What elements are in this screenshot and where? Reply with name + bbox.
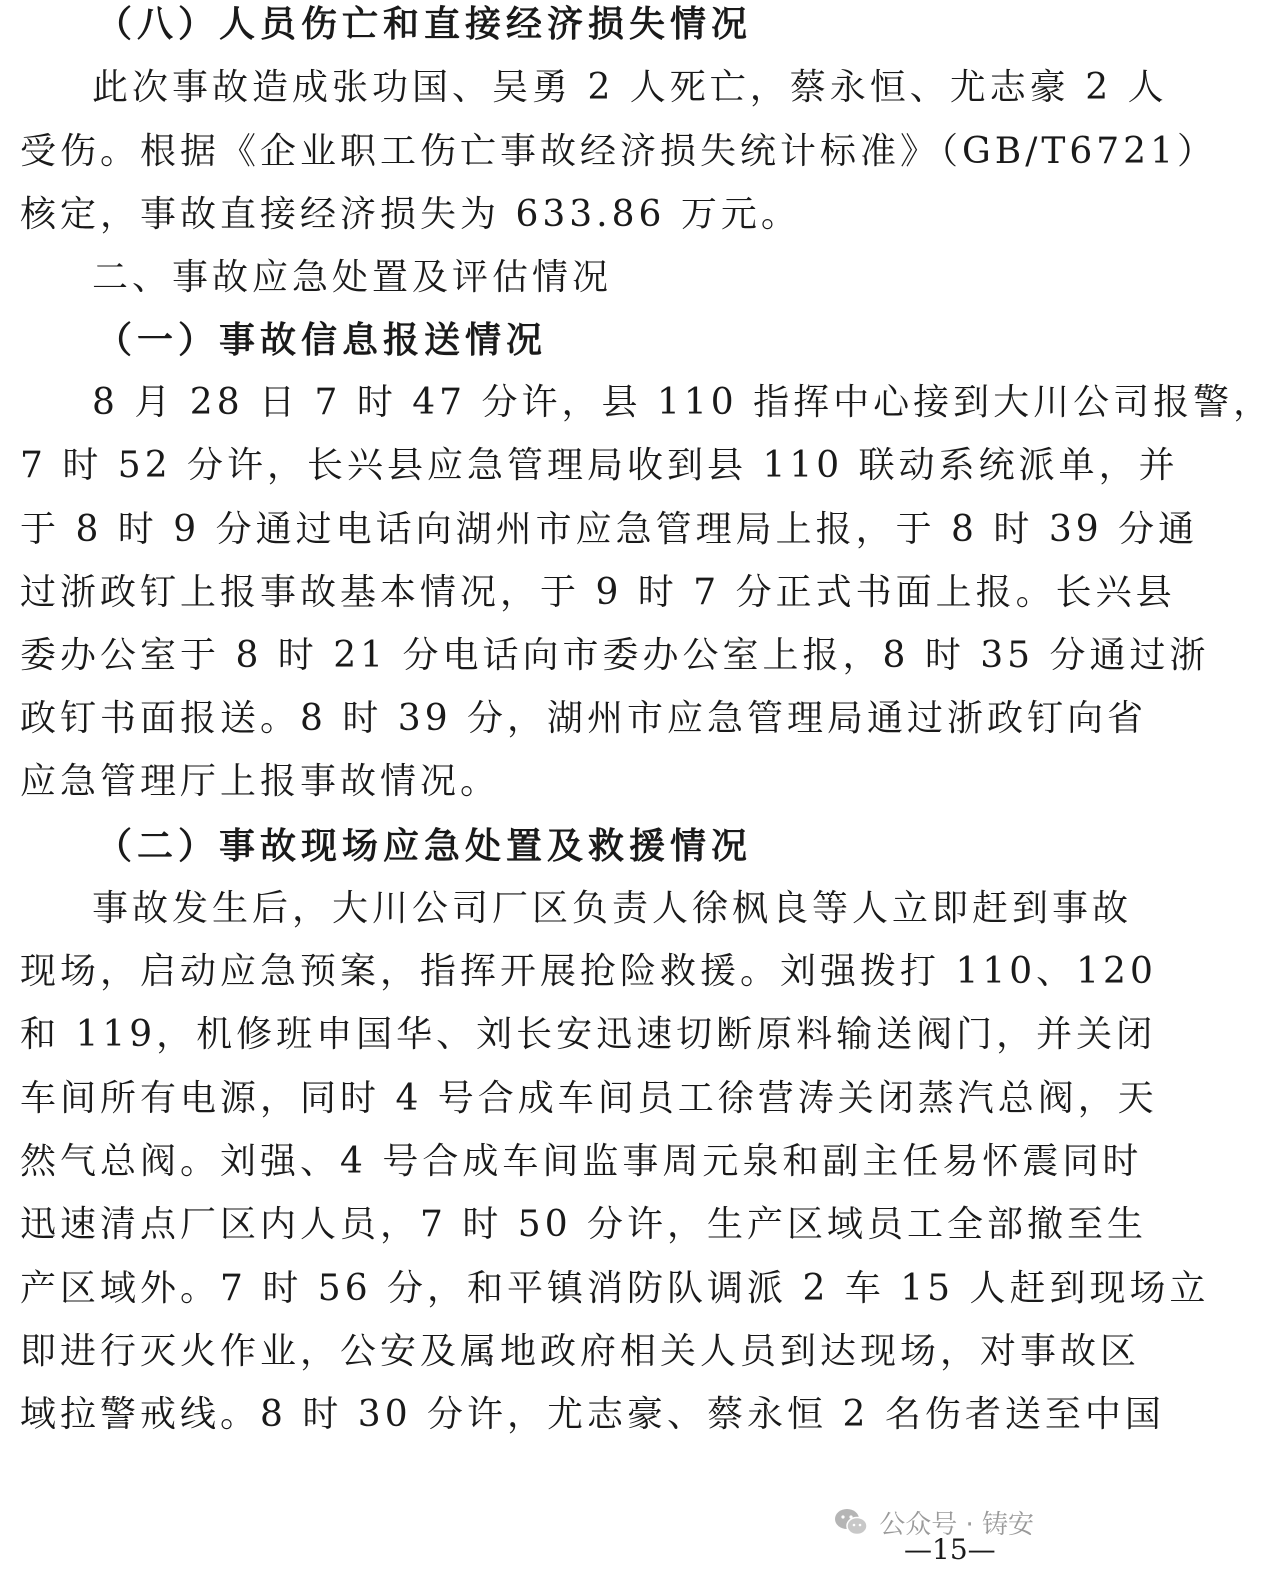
text-line: 域拉警戒线。8 时 30 分许，尤志豪、蔡永恒 2 名伤者送至中国	[20, 1394, 1165, 1435]
chapter-heading-emergency: 二、事故应急处置及评估情况	[92, 257, 613, 298]
text-line: 车间所有电源，同时 4 号合成车间员工徐营涛关闭蒸汽总阀，天	[20, 1078, 1158, 1119]
text-line: 然气总阀。刘强、4 号合成车间监事周元泉和副主任易怀震同时	[20, 1141, 1143, 1182]
text-line: 7 时 52 分许，长兴县应急管理局收到县 110 联动系统派单，并	[20, 445, 1179, 486]
text-line: 政钉书面报送。8 时 39 分，湖州市应急管理局通过浙政钉向省	[20, 698, 1148, 739]
text-line: 现场，启动应急预案，指挥开展抢险救援。刘强拨打 110、120	[20, 951, 1157, 992]
text-line: 委办公室于 8 时 21 分电话向市委办公室上报，8 时 35 分通过浙	[20, 635, 1210, 676]
text-line: 受伤。根据《企业职工伤亡事故经济损失统计标准》（GB/T6721）	[20, 131, 1217, 172]
section-heading-rescue: （二）事故现场应急处置及救援情况	[96, 825, 753, 867]
section-heading-casualties: （八）人员伤亡和直接经济损失情况	[96, 3, 753, 45]
watermark-text: 公众号 · 铸安	[879, 1509, 1034, 1540]
page-number: —15—	[904, 1533, 996, 1566]
text-line: 于 8 时 9 分通过电话向湖州市应急管理局上报，于 8 时 39 分通	[20, 509, 1199, 550]
text-line: 过浙政钉上报事故基本情况，于 9 时 7 分正式书面上报。长兴县	[20, 572, 1176, 613]
text-line: 应急管理厅上报事故情况。	[20, 761, 501, 802]
section-heading-reporting: （一）事故信息报送情况	[96, 319, 548, 361]
text-line: 此次事故造成张功国、吴勇 2 人死亡，蔡永恒、尤志豪 2 人	[92, 67, 1168, 108]
text-line: 即进行灭火作业，公安及属地政府相关人员到达现场，对事故区	[20, 1331, 1141, 1372]
text-line: 和 119，机修班申国华、刘长安迅速切断原料输送阀门，并关闭	[20, 1014, 1157, 1055]
text-line: 事故发生后，大川公司厂区负责人徐枫良等人立即赶到事故	[92, 888, 1133, 929]
text-line: 8 月 28 日 7 时 47 分许，县 110 指挥中心接到大川公司报警，	[92, 382, 1273, 423]
text-line: 迅速清点厂区内人员，7 时 50 分许，生产区域员工全部撤至生	[20, 1204, 1148, 1245]
text-line: 产区域外。7 时 56 分，和平镇消防队调派 2 车 15 人赶到现场立	[20, 1268, 1210, 1309]
text-line: 核定，事故直接经济损失为 633.86 万元。	[20, 194, 801, 235]
wechat-icon	[833, 1507, 869, 1537]
